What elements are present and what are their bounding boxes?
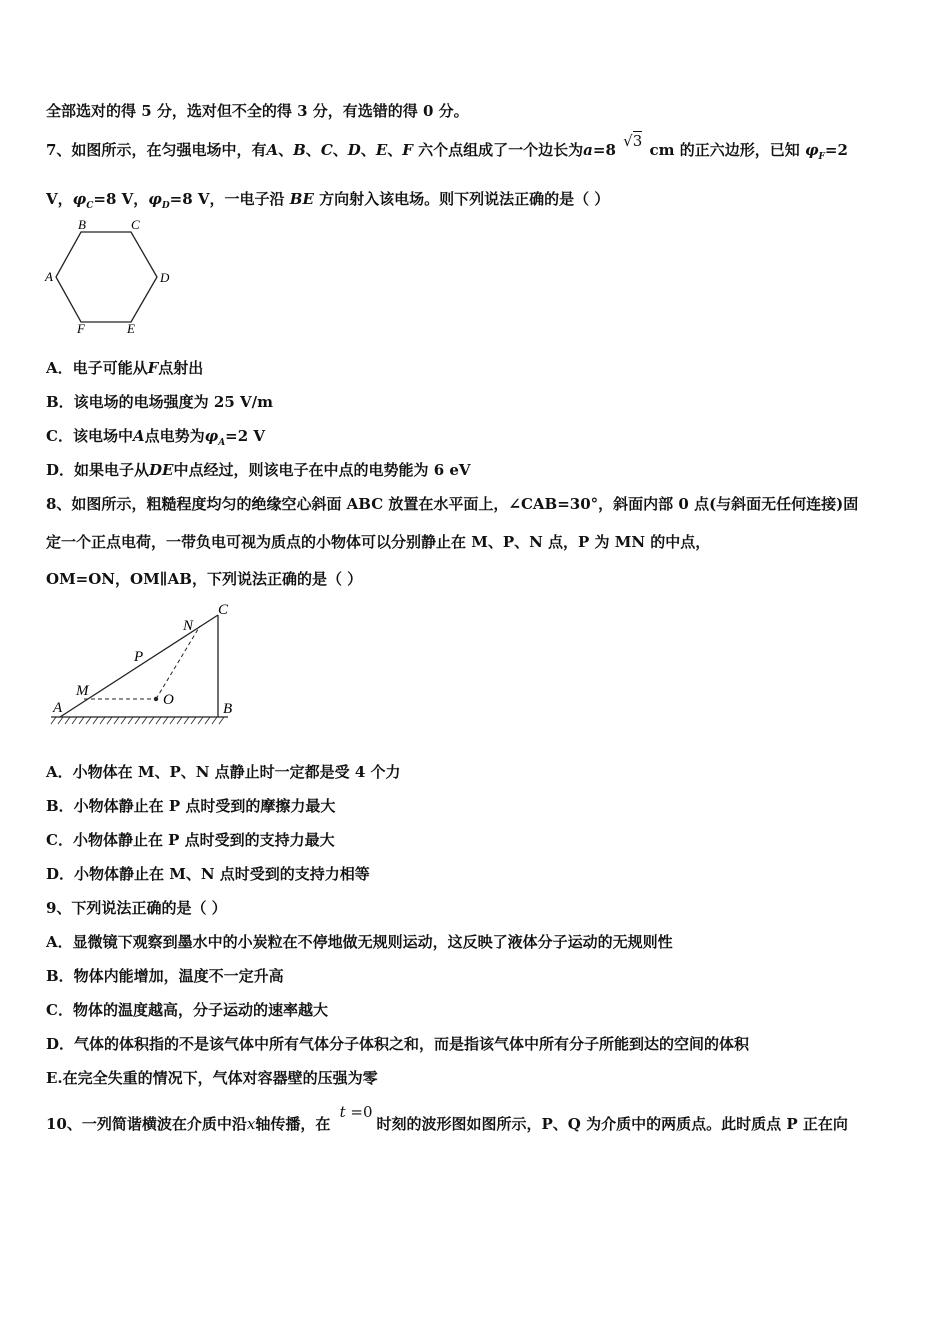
q7-letter-d: D: [347, 141, 361, 159]
q7-option-d: [46, 460, 471, 480]
intro-line: 全部选对的得 5 分，选对但不全的得 3 分，有选错的得 0 分。: [46, 102, 469, 120]
q7-optD-c: 中点经过，则该电子在中点的电势能为 6 eV: [173, 461, 471, 479]
q7-optA-a: A．电子可能从: [46, 359, 148, 377]
incline-label-o: O: [163, 692, 174, 708]
q9-option-c: C．物体的温度越高，分子运动的速率越大: [46, 1001, 328, 1019]
q7-optC-a: C．该电场中: [46, 427, 133, 445]
q9-stem: 9、下列说法正确的是（ ）: [46, 899, 227, 917]
q7-direction: BE: [289, 190, 314, 208]
q8-incline-figure: [46, 598, 246, 730]
hex-label-f: F: [77, 321, 85, 336]
q7-stem-line1: 7、如图所示，在匀强电场中，有A、B、C、D、E、F 六个点组成了一个边长为a=8 √3 cm 的正六边形，已知 $\varphi_F=2$: [46, 132, 848, 162]
q9-option-d: D．气体的体积指的不是该气体中所有气体分子体积之和，而是指该气体中所有分子所能到达的空间的体积: [46, 1035, 750, 1053]
q9-option-e: E.在完全失重的情况下，气体对容器壁的压强为零: [46, 1069, 378, 1087]
hex-label-b: B: [78, 217, 86, 232]
q7-optC-c: 点电势为: [144, 427, 205, 445]
q7-optC-b: A: [132, 427, 145, 445]
q7-letter-a: A: [266, 141, 279, 159]
q7-side-eq: =8: [592, 141, 616, 159]
q7-option-a: [46, 358, 203, 378]
q8-stem-line1: 8、如图所示，粗糙程度均匀的绝缘空心斜面 ABC 放置在水平面上，∠CAB=30°，斜面内部 0 点(与斜面无任何连接)固: [46, 495, 859, 513]
q9-option-b: B．物体内能增加，温度不一定升高: [46, 967, 284, 985]
ground-hatching: [51, 717, 224, 724]
q7-letter-f: F: [402, 141, 413, 159]
q7-letter-e: E: [375, 141, 388, 159]
q7-line1-a: 7、如图所示，在匀强电场中，有: [46, 141, 267, 159]
q10-line1-a: 10、一列简谐横波在介质中沿: [46, 1115, 247, 1133]
q10-t-var: t: [339, 1103, 346, 1121]
q7-optD-b: DE: [149, 461, 174, 479]
q7-hexagon-figure: [40, 214, 180, 338]
q8-option-c: C．小物体静止在 P 点时受到的支持力最大: [46, 831, 335, 849]
q7-line1-c: cm 的正六边形，已知: [644, 141, 800, 159]
q7-phiC-val: =8 V，: [93, 190, 149, 208]
q7-optC-d: =2 V: [225, 427, 266, 445]
q8-stem-line3: OM=ON，OM∥AB，下列说法正确的是（ ）: [46, 570, 363, 588]
q7-phiA-sub: A: [218, 438, 226, 448]
hex-label-e: E: [127, 321, 135, 336]
q7-phiD-sub: D: [161, 201, 170, 211]
hex-label-c: C: [131, 217, 140, 232]
q10-axis: x: [246, 1115, 256, 1133]
q7-phiF-val: =2: [824, 141, 848, 159]
q8-option-d: D．小物体静止在 M、N 点时受到的支持力相等: [46, 865, 370, 883]
q7-line2-b: 方向射入该电场。则下列说法正确的是（ ）: [319, 190, 610, 208]
incline-label-m: M: [76, 683, 89, 699]
q7-phiC-symbol: φ: [72, 190, 87, 208]
q8-option-a: A．小物体在 M、P、N 点静止时一定都是受 4 个力: [46, 763, 401, 781]
dashed-no: [156, 626, 200, 699]
q8-option-b: B．小物体静止在 P 点时受到的摩擦力最大: [46, 797, 336, 815]
incline-label-p: P: [134, 649, 144, 665]
q7-phiA-symbol: φ: [204, 427, 219, 445]
incline-label-n: N: [183, 618, 194, 634]
q7-sqrt: √3: [623, 132, 643, 150]
q7-option-b: B．该电场的电场强度为 25 V/m: [46, 393, 273, 411]
q8-stem-line2: 定一个正点电荷，一带负电可视为质点的小物体可以分别静止在 M、P、N 点，P 为 MN 的中点，: [46, 533, 711, 551]
q7-line1-b: 六个点组成了一个边长为: [418, 141, 584, 159]
q10-line1-c: 时刻的波形图如图所示，P、Q 为介质中的两质点。此时质点 P 正在向: [376, 1115, 848, 1133]
q7-letter-b: B: [293, 141, 306, 159]
q7-optA-b: F: [147, 359, 159, 377]
q10-t-eq: =0: [345, 1103, 373, 1121]
q7-stem-line2: [46, 189, 609, 216]
q7-phiD-symbol: φ: [148, 190, 162, 208]
incline-label-b: B: [223, 701, 233, 717]
charge-o-dot: [154, 697, 158, 701]
q10-stem-line1: [46, 1103, 848, 1134]
q9-option-a: A．显微镜下观察到墨水中的小炭粒在不停地做无规则运动，这反映了液体分子运动的无规则性: [46, 933, 673, 951]
q10-time: [340, 1103, 373, 1121]
q7-side-var: a: [583, 141, 593, 159]
q7-phiD-val: =8 V，一电子沿: [169, 190, 285, 208]
q7-phiC-sub: C: [86, 201, 94, 211]
incline-label-a: A: [53, 700, 63, 716]
incline-label-c: C: [218, 602, 229, 618]
q7-phiF-sub: F: [818, 152, 825, 162]
hexagon-shape: [56, 232, 157, 322]
q7-line2-a: V，: [46, 190, 73, 208]
q7-phiF-symbol: φ: [804, 141, 819, 159]
hex-label-d: D: [160, 270, 170, 285]
q7-optA-c: 点射出: [158, 359, 204, 377]
q7-optD-a: D．如果电子从: [46, 461, 150, 479]
q7-letter-c: C: [320, 141, 333, 159]
q7-sqrt-num: 3: [632, 132, 643, 150]
q7-option-c: [46, 426, 265, 453]
hex-label-a: A: [45, 269, 53, 284]
q10-line1-b: 轴传播，在: [255, 1115, 331, 1133]
incline-slope-ac: [60, 615, 218, 717]
